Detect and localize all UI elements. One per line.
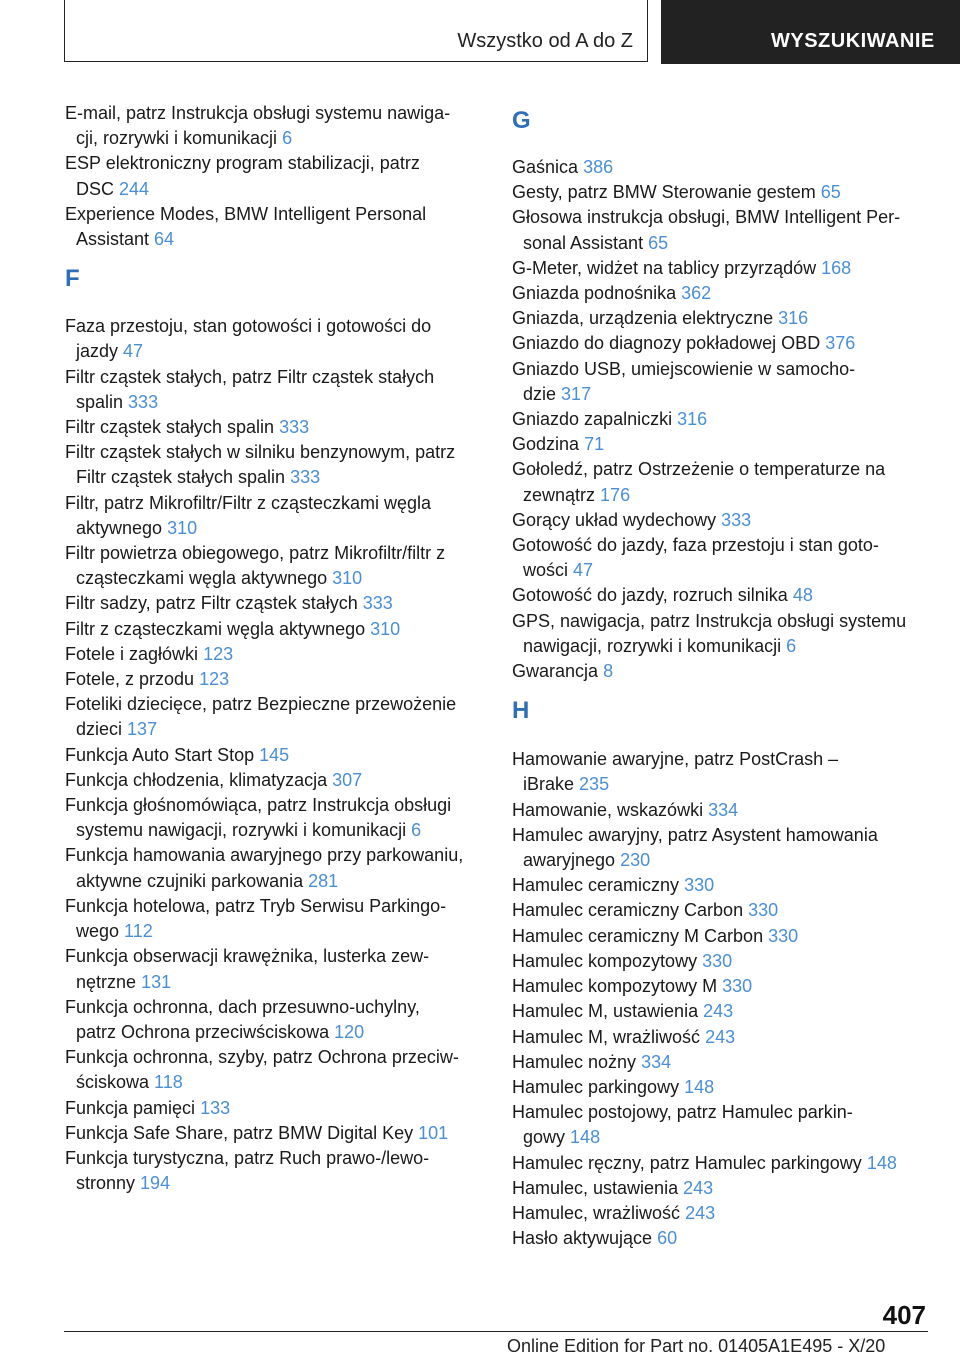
page-reference-link[interactable]: 334 — [708, 799, 739, 820]
page-reference-link[interactable]: 6 — [411, 820, 422, 841]
index-entry-text: Filtr cząstek stałych spalin — [65, 417, 275, 438]
page-reference-link[interactable]: 235 — [579, 774, 610, 795]
index-entry-text: Gniazdo zapalniczki — [512, 409, 673, 430]
index-entry — [512, 949, 932, 974]
index-entry — [512, 609, 932, 659]
index-entry-text: Gołoledź, patrz Ostrzeżenie o temperaturze na — [512, 459, 886, 480]
index-entry — [512, 306, 932, 331]
page-reference-link[interactable]: 8 — [603, 661, 614, 682]
page-reference-link[interactable]: 148 — [684, 1076, 715, 1097]
page-reference-link[interactable]: 310 — [332, 568, 363, 589]
index-entry-text: Funkcja Safe Share, patrz BMW Digital Key — [65, 1122, 414, 1143]
index-entry-text: Foteliki dziecięce, patrz Bezpieczne przewożenie — [65, 694, 457, 715]
index-entry — [65, 1146, 485, 1196]
index-entry — [65, 151, 485, 201]
index-entry-text: Filtr, patrz Mikrofiltr/Filtr z cząsteczkami węgla — [65, 492, 432, 513]
page-reference-link[interactable]: 317 — [561, 383, 592, 404]
index-entry-text: Gniazda podnośnika — [512, 283, 677, 304]
index-entry-text: Hamulec postojowy, patrz Hamulec parkin- — [512, 1102, 853, 1123]
page-reference-link[interactable]: 281 — [308, 870, 339, 891]
index-entry-text: DSC — [76, 178, 115, 199]
page-reference-link[interactable]: 330 — [768, 925, 799, 946]
index-entry-text: spalin — [76, 391, 124, 412]
index-entry — [512, 1201, 932, 1226]
index-entry — [65, 617, 485, 642]
page-reference-link[interactable]: 131 — [141, 971, 172, 992]
page-reference-link[interactable]: 145 — [259, 744, 290, 765]
index-entry-text: Godzina — [512, 434, 580, 455]
index-letter-heading: G — [512, 107, 531, 134]
index-entry — [65, 314, 485, 364]
index-entry-text: wego — [76, 921, 120, 942]
index-entry — [512, 823, 932, 873]
index-entry — [65, 1121, 485, 1146]
page-reference-link[interactable]: 120 — [334, 1021, 365, 1042]
page-reference-link[interactable]: 65 — [648, 232, 669, 253]
index-entry — [65, 440, 485, 490]
index-entry-text: patrz Ochrona przeciwściskowa — [76, 1021, 330, 1042]
page-reference-link[interactable]: 330 — [684, 875, 715, 896]
index-entry-text: Filtr cząstek stałych, patrz Filtr cząstek stałych — [65, 366, 435, 387]
index-entry-text: Gniazdo do diagnozy pokładowej OBD — [512, 333, 821, 354]
index-entry — [512, 747, 932, 797]
index-entry-text: Fotele i zagłówki — [65, 643, 199, 664]
index-entry — [65, 1096, 485, 1121]
page-reference-link[interactable]: 386 — [583, 157, 614, 177]
index-entry-text: Gotowość do jazdy, rozruch silnika — [512, 585, 788, 606]
index-entry-text: Hamulec, wrażliwość — [512, 1202, 681, 1223]
index-entry-text: Gwarancja — [512, 661, 599, 682]
index-entry-text: Hamulec ceramiczny Carbon — [512, 900, 744, 921]
page-reference-link[interactable]: 330 — [748, 900, 779, 921]
index-entry-text: iBrake — [523, 774, 575, 795]
index-entry-text: Funkcja obserwacji krawężnika, lusterka zew- — [65, 946, 430, 967]
index-column-right — [512, 101, 932, 1251]
index-entry — [512, 1025, 932, 1050]
index-entry — [65, 793, 485, 843]
page-reference-link[interactable]: 243 — [705, 1026, 736, 1047]
index-entry-text: Filtr z cząsteczkami węgla aktywnego — [65, 618, 366, 639]
index-entry-text: Funkcja ochronna, dach przesuwno-uchylny, — [65, 996, 420, 1017]
page-reference-link[interactable]: 333 — [290, 467, 321, 488]
page-reference-link[interactable]: 333 — [279, 417, 310, 438]
index-entry-text: jazdy — [76, 341, 119, 362]
page-reference-link[interactable]: 316 — [677, 409, 708, 430]
index-entry — [65, 642, 485, 667]
page-reference-link[interactable]: 64 — [154, 229, 175, 250]
page-reference-link[interactable]: 310 — [167, 517, 198, 538]
page-reference-link[interactable]: 133 — [200, 1097, 231, 1118]
page-reference-link[interactable]: 230 — [620, 850, 651, 871]
index-entry-text: gowy — [523, 1127, 566, 1148]
header-section-box — [64, 0, 648, 62]
index-entry — [512, 1151, 932, 1176]
page-reference-link[interactable]: 118 — [154, 1072, 183, 1093]
index-entry — [65, 1045, 485, 1095]
index-entry — [512, 924, 932, 949]
index-entry-text: Gesty, patrz BMW Sterowanie gestem — [512, 182, 816, 203]
index-entry — [65, 667, 485, 692]
page-reference-link[interactable]: 310 — [370, 618, 401, 639]
index-letter-heading: F — [65, 265, 80, 293]
index-entry — [512, 407, 932, 432]
page-reference-link[interactable]: 47 — [123, 341, 144, 362]
index-entry-text: Hamulec M, wrażliwość — [512, 1026, 701, 1047]
index-entry — [65, 843, 485, 893]
index-entry — [65, 768, 485, 793]
index-entry — [512, 155, 932, 180]
index-entry — [512, 659, 932, 684]
index-entry-text: systemu nawigacji, rozrywki i komunikacji — [76, 820, 407, 841]
index-entry-text: Hamulec ceramiczny M Carbon — [512, 925, 764, 946]
page-reference-link[interactable]: 137 — [127, 719, 158, 740]
page-reference-link[interactable]: 243 — [685, 1202, 716, 1223]
index-entry-text: dzie — [523, 383, 557, 404]
index-entry-text: Hamowanie, wskazówki — [512, 799, 704, 820]
index-entry-text: Hamulec kompozytowy — [512, 950, 698, 971]
index-entry — [512, 331, 932, 356]
index-entry — [512, 508, 932, 533]
index-entry — [512, 1075, 932, 1100]
index-entry-text: Hamulec awaryjny, patrz Asystent hamowania — [512, 824, 878, 845]
index-entry — [512, 1176, 932, 1201]
index-entry-text: ściskowa — [76, 1072, 150, 1093]
page-reference-link[interactable]: 334 — [641, 1051, 672, 1072]
index-entry-text: Hamulec ceramiczny — [512, 875, 680, 896]
index-entry — [65, 491, 485, 541]
index-entry-text: Filtr cząstek stałych spalin — [76, 467, 286, 488]
index-entry-text: Filtr cząstek stałych w silniku benzynowym, patrz — [65, 442, 456, 463]
index-entry-text: Assistant — [76, 229, 150, 250]
index-entry-text: Gniazda, urządzenia elektryczne — [512, 308, 774, 329]
index-entry — [512, 281, 932, 306]
index-entry-text: Głosowa instrukcja obsługi, BMW Intelligent Per- — [512, 207, 901, 228]
index-entry — [512, 432, 932, 457]
index-entry — [512, 798, 932, 823]
index-entry-text: dzieci — [76, 719, 123, 740]
index-entry-text: Hamulec M, ustawienia — [512, 1001, 699, 1022]
index-entry-text: GPS, nawigacja, patrz Instrukcja obsługi systemu — [512, 610, 907, 631]
index-entry-text: nawigacji, rozrywki i komunikacji — [523, 635, 782, 656]
index-entry-text: nętrzne — [76, 971, 137, 992]
index-entry — [65, 202, 485, 252]
index-entry-text: Hasło aktywujące — [512, 1228, 653, 1249]
index-entry-text: Funkcja głośnomówiąca, patrz Instrukcja obsługi — [65, 795, 452, 816]
index-entry-text: Faza przestoju, stan gotowości i gotowości do — [65, 316, 432, 337]
index-entry — [512, 1050, 932, 1075]
index-entry-text: Fotele, z przodu — [65, 669, 195, 690]
index-letter-heading: H — [512, 697, 530, 725]
index-entry — [65, 101, 485, 151]
footer-edition: Online Edition for Part no. 01405A1E495 - X/20 — [507, 1336, 886, 1356]
page-reference-link[interactable]: 330 — [702, 950, 733, 971]
header-section-title: Wszystko od A do Z — [457, 30, 633, 52]
page-reference-link[interactable]: 307 — [332, 769, 363, 790]
index-entry-text: Gaśnica — [512, 157, 579, 177]
index-entry-text: Gotowość do jazdy, faza przestoju i stan goto- — [512, 535, 879, 556]
index-entry — [512, 974, 932, 999]
index-entry — [512, 533, 932, 583]
index-entry-text: Filtr powietrza obiegowego, patrz Mikrofiltr/filtr z — [65, 543, 446, 564]
index-entry-text: Hamulec kompozytowy M — [512, 976, 718, 997]
index-entry — [65, 743, 485, 768]
index-entry — [512, 873, 932, 898]
page-reference-link[interactable]: 148 — [866, 1152, 897, 1173]
index-entry-text: stronny — [76, 1173, 136, 1194]
index-entry-text: Funkcja pamięci — [65, 1097, 196, 1118]
index-entry — [512, 583, 932, 608]
index-entry — [512, 357, 932, 407]
index-entry-text: Hamulec parkingowy — [512, 1076, 680, 1097]
index-entry — [512, 256, 932, 281]
index-entry-text: cząsteczkami węgla aktywnego — [76, 568, 328, 589]
index-entry-text: Hamulec ręczny, patrz Hamulec parkingowy — [512, 1152, 862, 1173]
page-reference-link[interactable]: 194 — [140, 1173, 171, 1194]
page-reference-link[interactable]: 48 — [792, 585, 813, 606]
page-reference-link[interactable]: 101 — [418, 1122, 449, 1143]
page-reference-link[interactable]: 333 — [128, 391, 159, 412]
page-reference-link[interactable]: 6 — [282, 128, 293, 149]
page-reference-link[interactable]: 244 — [119, 178, 150, 199]
index-entry-text: ESP elektroniczny program stabilizacji, patrz — [65, 153, 420, 174]
page-reference-link[interactable]: 330 — [722, 976, 753, 997]
index-column-left — [65, 101, 485, 1196]
index-entry — [65, 692, 485, 742]
page-reference-link[interactable]: 176 — [600, 484, 631, 505]
index-entry-text: zewnątrz — [523, 484, 596, 505]
index-entry — [65, 591, 485, 616]
index-entry-text: Filtr sadzy, patrz Filtr cząstek stałych — [65, 593, 358, 614]
index-entry-text: Funkcja chłodzenia, klimatyzacja — [65, 769, 328, 790]
index-entry-text: G-Meter, widżet na tablicy przyrządów — [512, 257, 817, 278]
page-number: 407 — [882, 1300, 926, 1330]
index-entry-text: Funkcja Auto Start Stop — [65, 744, 255, 765]
index-entry-text: Hamulec nożny — [512, 1051, 637, 1072]
page-reference-link[interactable]: 316 — [778, 308, 809, 329]
index-entry-text: Funkcja ochronna, szyby, patrz Ochrona przeciw- — [65, 1047, 459, 1068]
index-entry-text: Funkcja hamowania awaryjnego przy parkowaniu, — [65, 845, 464, 866]
index-entry — [65, 415, 485, 440]
page-reference-link[interactable]: 333 — [721, 509, 752, 530]
page-reference-link[interactable]: 6 — [786, 635, 797, 656]
index-entry — [512, 1226, 932, 1251]
page-reference-link[interactable]: 376 — [825, 333, 856, 354]
index-entry-text: Funkcja hotelowa, patrz Tryb Serwisu Parkingo- — [65, 895, 447, 916]
index-entry — [512, 457, 932, 507]
index-entry-text: cji, rozrywki i komunikacji — [76, 128, 278, 149]
index-entry — [65, 894, 485, 944]
header-tab-label: WYSZUKIWANIE — [771, 30, 935, 52]
index-entry-text: aktywnego — [76, 517, 163, 538]
page-reference-link[interactable]: 123 — [203, 643, 234, 664]
index-entry — [65, 995, 485, 1045]
index-entry-text: Experience Modes, BMW Intelligent Personal — [65, 203, 427, 224]
index-entry — [65, 944, 485, 994]
header-tab[interactable] — [661, 0, 960, 64]
index-entry-text: sonal Assistant — [523, 232, 644, 253]
page-reference-link[interactable]: 65 — [820, 182, 841, 203]
index-entry-text: Gniazdo USB, umiejscowienie w samocho- — [512, 358, 856, 379]
index-entry — [512, 999, 932, 1024]
index-entry — [512, 205, 932, 255]
index-entry — [512, 1100, 932, 1150]
index-entry-text: Hamulec, ustawienia — [512, 1177, 679, 1198]
page-reference-link[interactable]: 123 — [199, 669, 230, 690]
index-entry-text: Funkcja turystyczna, patrz Ruch prawo-/lewo- — [65, 1147, 430, 1168]
index-entry — [65, 365, 485, 415]
page-reference-link[interactable]: 243 — [703, 1001, 734, 1022]
page-reference-link[interactable]: 168 — [821, 257, 852, 278]
page-reference-link[interactable]: 243 — [683, 1177, 714, 1198]
page-reference-link[interactable]: 71 — [584, 434, 605, 455]
page-reference-link[interactable]: 333 — [362, 593, 393, 614]
index-entry-text: awaryjnego — [523, 850, 616, 871]
index-entry-text: aktywne czujniki parkowania — [76, 870, 304, 891]
page-reference-link[interactable]: 148 — [570, 1127, 601, 1148]
page-reference-link[interactable]: 60 — [657, 1228, 678, 1249]
page-reference-link[interactable]: 47 — [573, 560, 594, 581]
index-entry-text: E-mail, patrz Instrukcja obsługi systemu nawiga- — [65, 103, 451, 123]
index-entry — [512, 180, 932, 205]
index-entry-text: Gorący układ wydechowy — [512, 509, 717, 530]
index-entry — [65, 541, 485, 591]
index-entry-text: wości — [523, 560, 569, 581]
page-reference-link[interactable]: 112 — [124, 921, 153, 942]
page-reference-link[interactable]: 362 — [681, 283, 712, 304]
index-entry — [512, 898, 932, 923]
index-entry-text: Hamowanie awaryjne, patrz PostCrash – — [512, 749, 839, 770]
footer-divider — [64, 1331, 928, 1332]
